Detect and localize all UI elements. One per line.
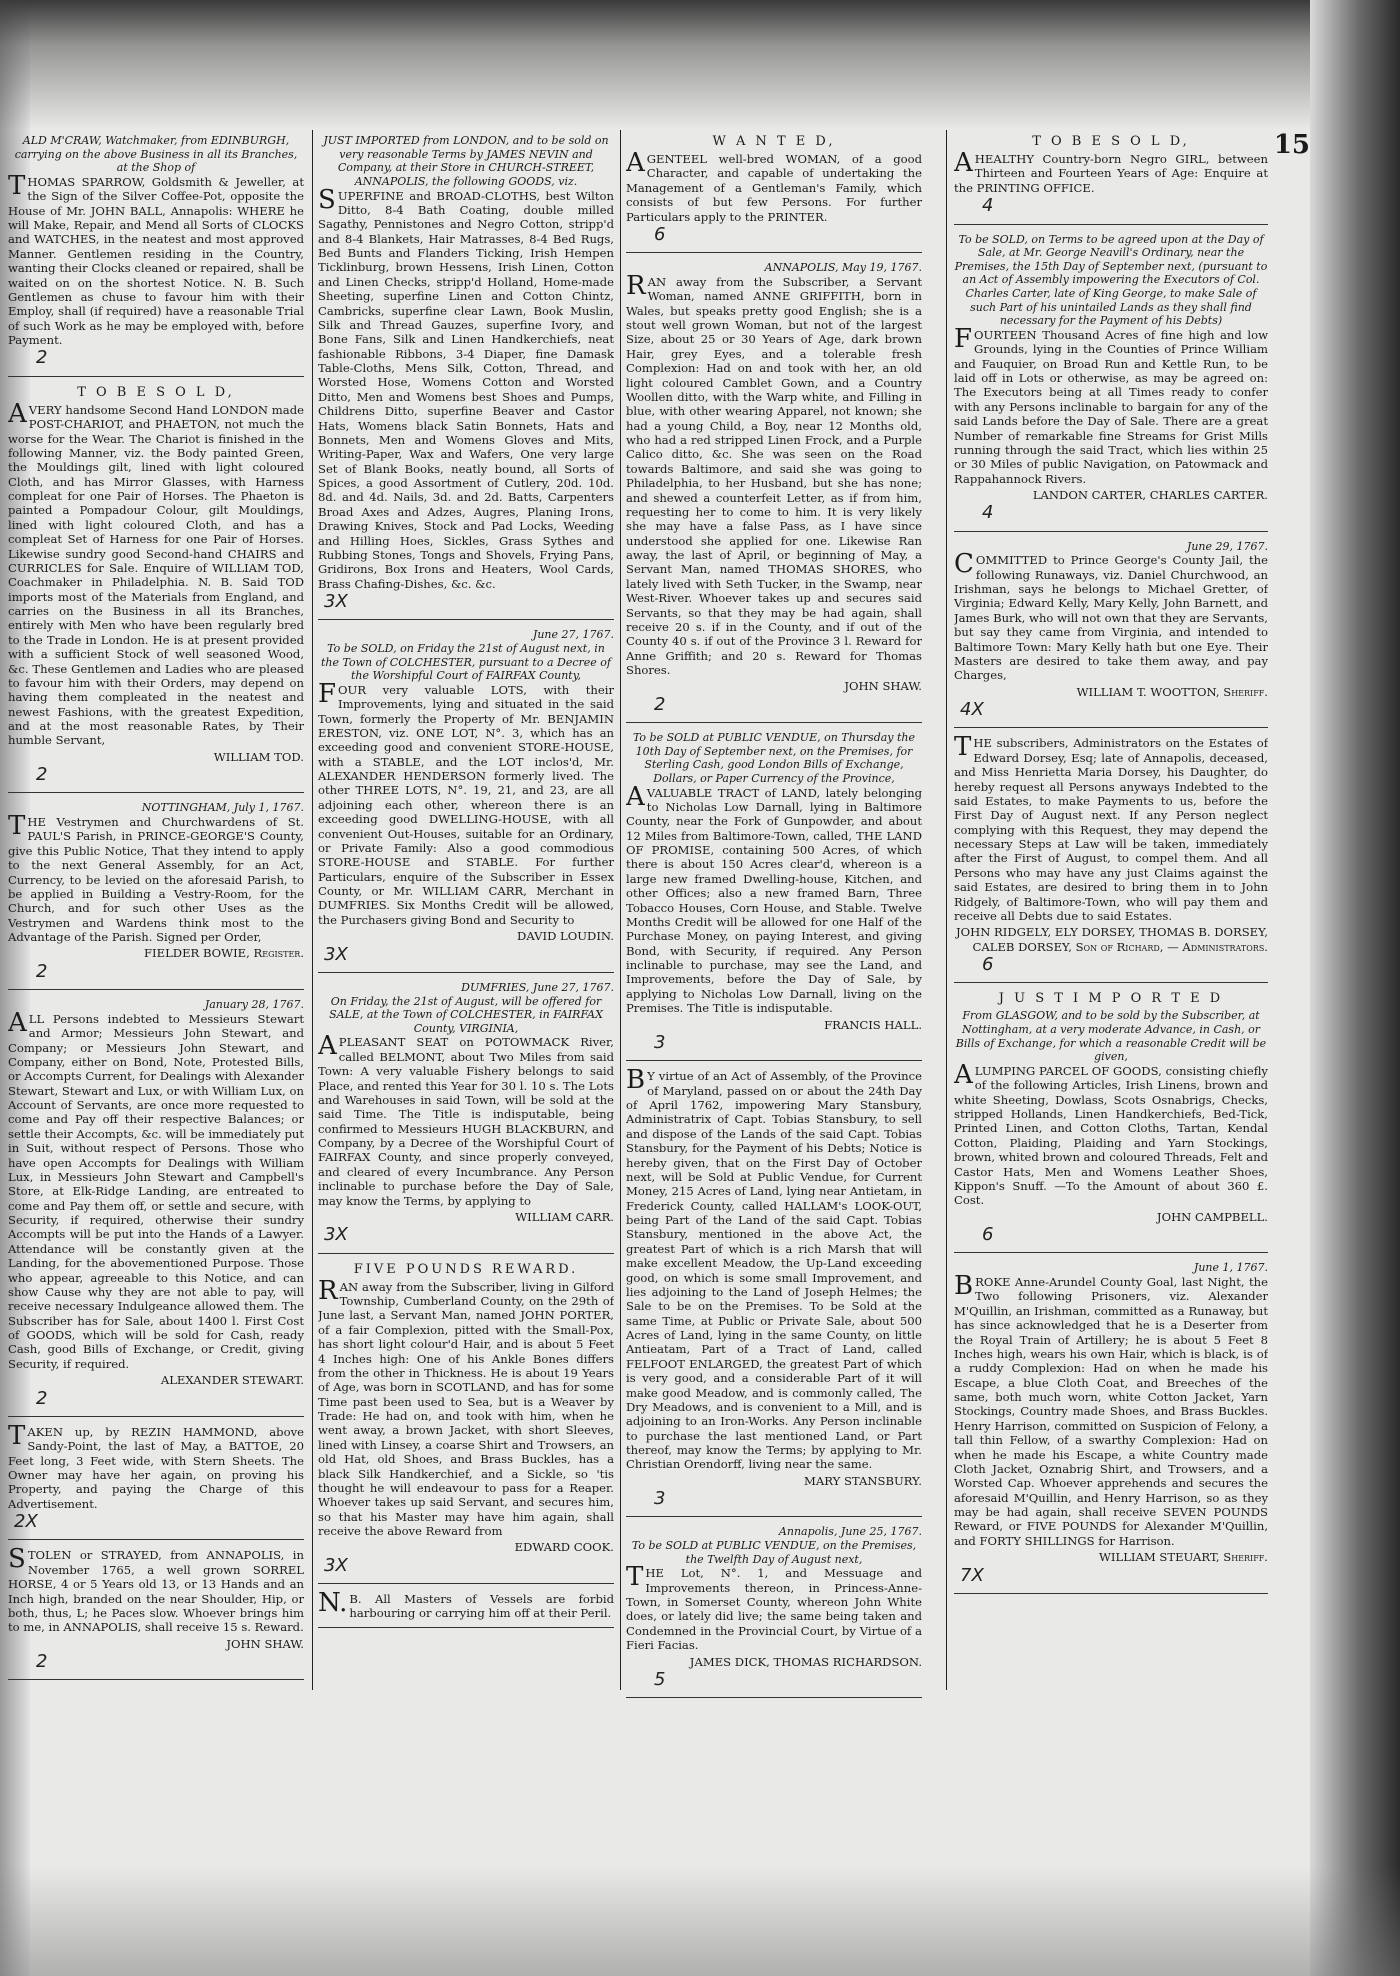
- advertisement: [626, 257, 922, 723]
- handwritten-mark: 2: [36, 1387, 48, 1409]
- ad-signature: WILLIAM CARR.: [515, 1209, 614, 1224]
- ad-intro: On Friday, the 21st of August, will be offered for SALE, at the Town of COLCHESTER, in FAIRFAX County, VIRGINIA,: [329, 994, 603, 1035]
- advertisement: [8, 797, 304, 990]
- ad-signature: WILLIAM TOD.: [213, 749, 304, 764]
- ad-body: TAKEN up, by REZIN HAMMOND, above Sandy-Point, the last of May, a BATTOE, 20 Feet long, 3 Feet wide, with Stern Sheets. The Owner may have her again, on proving his Property, and paying the Charge of this Advertisement.: [8, 1420, 304, 1511]
- handwritten-mark: 3: [654, 1031, 666, 1053]
- ad-signature: LANDON CARTER, CHARLES CARTER.: [1032, 488, 1268, 503]
- ad-signature: JAMES DICK, THOMAS RICHARDSON.: [689, 1654, 922, 1669]
- handwritten-mark: 2X: [14, 1511, 38, 1533]
- handwritten-mark: 3X: [324, 1554, 348, 1576]
- advertisement: [8, 994, 304, 1417]
- handwritten-mark: 2: [36, 764, 48, 786]
- ad-signature: JOHN SHAW.: [844, 679, 922, 694]
- ad-body: ALL Persons indebted to Messieurs Stewart and Armor; Messieurs John Stewart, and Company; or Messieurs John Stewart, and Company, either on Bond, Note, Protested Bills, or Accompts Current, for Dealings with Alexander Stewart, Stewart and Lux, or with William Lux, on Account of Servants, are once more requested to come and Pay off their respective Balances; or settle their Accompts, &c. will be immediately put in Suit, without respect of Persons. Those who have open Accompts for Dealings with William Lux, in Messieurs John Stewart and Campbell's Store, at Elk-Ridge Landing, are entreated to come and Pay them off, or settle and secure, with Security, if required, otherwise their sundry Accompts will be put into the Hands of a Lawyer. Attendance will be constantly given at the Landing, for the abovementioned Purpose. Those who appear, agreeable to this Notice, and can show Cause why they are not able to pay, will receive necessary Indulgeance allowed them. The Subscriber has for Sale, about 1400 l. First Cost of GOODS, which will be sold for Cash, ready Cash, good Bills of Exchange, or Credit, giving Security, if required.: [8, 1007, 304, 1371]
- ad-dateline: June 1, 1767.: [1193, 1261, 1268, 1275]
- ad-body: BY virtue of an Act of Assembly, of the Province of Maryland, passed on or about the 24th Day of April 1762, impowering Mary Stansbury, Administratrix of Capt. Tobias Stansbury, to sell and dispose of the Lands of the said Capt. Tobias Stansbury, for the Payment of his Debts; Notice is hereby given, that on the First Day of October next, will be Sold at Public Vendue, for Current Money, 215 Acres of Land, lying near Antietam, in Frederick County, called HALLAM's LOOK-OUT, being Part of the Land of the said Capt. Tobias Stansbury, mentioned in the above Act, the greatest Part of which is a rich Marsh that will make excellent Meadow, the Up-Land exceeding good, on which is some small Improvement, and lies adjoining to the Land of Joseph Helmes; the Sale to be on the Premises. To be Sold at the same Time, at Public or Private Sale, about 500 Acres of Land, lying in the same County, on little Antieatam, Part of a Tract of Land, called FELFOOT ENLARGED, the greatest Part of which is very good, and a considerable Part of it will make good Meadow, and is commonly called, The Dry Meadows, and is convenient to a Mill, and is adjoining to an Iron-Works. Any Person inclinable to purchase the last mentioned Land, or Part thereof, may know the Terms; by applying to Mr. Christian Orendorff, living near the same.: [626, 1065, 922, 1472]
- advertisement: [8, 1421, 304, 1541]
- ad-body: BROKE Anne-Arundel County Goal, last Night, the Two following Prisoners, viz. Alexander M'Quillin, an Irishman, committed as a Runaway, but has since acknowledged that he is a Deserter from the Royal Train of Artillery; he is about 5 Feet 8 Inches high, wears his own Hair, which is black, is of a ruddy Complexion: Had on when he made his Escape, a blue Cloth Coat, and Breeches of the same, both much worn, white Cotton Jacket, Yarn Stockings, Country made Shoes, and Brass Buckles. Henry Harrison, committed on Suspicion of Felony, a tall thin Fellow, of a swarthy Complexion: Had on when he made his Escape, a white Country made Cloth Jacket, Oznabrig Shirt, and Trowsers, and a Worsted Cap. Whoever apprehends and secures the aforesaid M'Quillin, and Henry Harrison, so as they may be had again, shall receive SEVEN POUNDS Reward, or FIVE POUNDS for Alexander M'Quillin, and FORTY SHILLINGS for Harrison.: [954, 1271, 1268, 1548]
- handwritten-mark: 6: [982, 954, 994, 976]
- ad-intro: To be SOLD at PUBLIC VENDUE, on Thursday the 10th Day of September next, on the Premises, for Sterling Cash, good London Bills of Exchange, Dollars, or Paper Currency of the Province,: [632, 731, 916, 785]
- ad-signature: WILLIAM T. WOOTTON, Sheriff.: [1076, 684, 1268, 699]
- ad-intro: To be SOLD, on Friday the 21st of August next, in the Town of COLCHESTER, pursuant to a Decree of the Worshipful Court of FAIRFAX County,: [321, 641, 611, 683]
- column-2: [318, 130, 614, 1910]
- handwritten-mark: 6: [982, 1224, 994, 1246]
- advertisement: [8, 130, 304, 377]
- ad-dateline: DUMFRIES, June 27, 1767.: [461, 980, 614, 994]
- column-rule: [946, 130, 947, 1690]
- ad-signature: FIELDER BOWIE, Register.: [143, 946, 304, 961]
- handwritten-mark: 3: [654, 1488, 666, 1510]
- ad-body: RAN away from the Subscriber, a Servant Woman, named ANNE GRIFFITH, born in Wales, but speaks pretty good English; she is a stout well grown Woman, but not of the largest Size, about 25 or 30 Years of Age, dark brown Hair, grey Eyes, and a tolerable fresh Complexion: Had on and took with her, an old light coloured Camblet Gown, and a Country Woollen ditto, with the Warp white, and Filling in blue, with other wearing Apparel, not known; she had a young Child, a Boy, near 12 Months old, who had a red stripped Linen Frock, and a Purple Calico ditto, &c. She was seen on the Road towards Baltimore, and said she was going to Philadelphia, to her Husband, but she has none; and shewed a counterfeit Letter, as if from him, requesting her to come to him. It is very likely she may have a false Pass, as I have since understood she applied for one. Likewise Ran away, the last of April, or beginning of May, a Servant Man, named THOMAS SHORES, who lately lived with Seth Tucker, in the Swamp, near West-River. Whoever takes up and secures said Servants, so that they may be had again, shall receive 20 s. if in the County, and if out of the County 40 s. if out of the Province 3 l. Reward for Anne Griffith; and 20 s. Reward for Thomas Shores.: [626, 270, 922, 678]
- ad-body: AGENTEEL well-bred WOMAN, of a good Character, and capable of undertaking the Management of a Gentleman's Family, which consists of but few Persons. For further Particulars apply to the PRINTER.: [626, 148, 922, 224]
- advertisement: [626, 1521, 922, 1698]
- ad-dateline: June 27, 1767.: [532, 628, 614, 642]
- ad-body: N.B. All Masters of Vessels are forbid harbouring or carrying him off at their Peril.: [318, 1588, 614, 1621]
- ad-body: FOUR very valuable LOTS, with their Improvements, lying and situated in the said Town, formerly the Property of Mr. BENJAMIN ERESTON, viz. ONE LOT, N°. 3, which has an exceeding good and convenient STORE-HOUSE, with a STABLE, and the LOT inclos'd, Mr. ALEXANDER HENDERSON formerly lived. The other THREE LOTS, N°. 19, 21, and 23, are all adjoining each other, whereon there is an exceeding good DWELLING-HOUSE, with all convenient Out-Houses, suitable for an Ordinary, or Private Family: Also a good commodious STORE-HOUSE and STABLE. For further Particulars, enquire of the Subscriber in Essex County, or Mr. WILLIAM CARR, Merchant in DUMFRIES. Six Months Credit will be allowed, the Purchasers giving Bond and Security to: [318, 678, 614, 927]
- ad-body: ALUMPING PARCEL OF GOODS, consisting chiefly of the following Articles, Irish Linens, brown and white Sheeting, Dowlass, Scots Osnabrigs, Checks, stripped Hollands, Linen Handkerchiefs, Bed-Tick, Printed Linen, and Cotton Cloths, Tartan, Kendal Cotton, Plaiding, Plaiding and Yarn Stockings, brown, whited brown and coloured Threads, Felt and Castor Hats, Men and Womens Leather Shoes, Kippon's Snuff. —To the Amount of about 360 £. Cost.: [954, 1059, 1268, 1208]
- ad-heading: W A N T E D,: [712, 134, 836, 149]
- ad-signature: MARY STANSBURY.: [804, 1473, 922, 1488]
- advertisement: [318, 624, 614, 973]
- ad-body: THE Vestrymen and Churchwardens of St. PAUL'S Parish, in PRINCE-GEORGE'S County, give this Public Notice, That they intend to apply to the next General Assembly, for an Act, Currency, to be levied on the aforesaid Parish, to be applied in Building a Vestry-Room, for the Church, and for such other Uses as the Vestrymen and Wardens think most to the Advantage of the Parish. Signed per Order,: [8, 811, 304, 945]
- ad-heading: T O B E S O L D,: [77, 384, 235, 400]
- advertisement: [954, 732, 1268, 983]
- advertisement: [954, 987, 1268, 1253]
- ad-intro: From GLASGOW, and to be sold by the Subscriber, at Nottingham, at a very moderate Advance, in Cash, or Bills of Exchange, for which a reasonable Credit will be given,: [955, 1009, 1267, 1064]
- handwritten-mark: 4: [982, 502, 994, 524]
- ad-signature: DAVID LOUDIN.: [517, 929, 614, 944]
- handwritten-mark: 2: [36, 1651, 48, 1673]
- handwritten-mark: 4X: [960, 699, 984, 721]
- advertisement: [626, 130, 922, 253]
- ad-body: FOURTEEN Thousand Acres of fine high and low Grounds, lying in the Counties of Prince William and Fauquier, on Broad Run and Kettle Run, to be laid off in Lots or otherwise, as may be agreed on: The Executors being at all Times ready to confer with any Persons inclinable to bargain for any of the said Lands before the Day of Sale. There are a great Number of remarkable fine Streams for Grist Mills running through the said Tract, which lies within 25 or 30 Miles of public Navigation, on Patowmack and Rappahannock Rivers.: [954, 323, 1268, 486]
- handwritten-mark: 2: [36, 960, 48, 982]
- handwritten-mark: 4: [982, 195, 994, 217]
- ad-intro: To be SOLD at PUBLIC VENDUE, on the Premises, the Twelfth Day of August next,: [631, 1539, 917, 1566]
- ad-heading: T O B E S O L D,: [1032, 134, 1190, 149]
- handwritten-mark: 3X: [324, 591, 348, 612]
- ad-heading: FIVE POUNDS REWARD.: [353, 1261, 579, 1277]
- ad-body: RAN away from the Subscriber, living in Gilford Township, Cumberland County, on the 29th of June last, a Servant Man, named JOHN PORTER, of a fair Complexion, pitted with the Small-Pox, has short light colour'd Hair, and is about 5 Feet 4 Inches high: One of his Ankle Bones differs from the other in Thickness. He is about 19 Years of Age, was born in SCOTLAND, and has for some Time past been used to Sea, but is a Weaver by Trade: He had on, and took with him, when he went away, a brown Jacket, with short Sleeves, lined with Linsey, a coarse Shirt and Trowsers, an old Hat, old Shoes, and Brass Buckles, has a black Silk Handkerchief, and a Sickle, so 'tis thought he will endeavour to pass for a Reaper. Whoever takes up said Servant, and secures him, so that his Master may have him again, shall receive the above Reward from: [318, 1275, 614, 1539]
- column-rule: [620, 130, 621, 1690]
- handwritten-mark: 2: [36, 347, 48, 369]
- advertisement: [8, 1544, 304, 1680]
- advertisement: [318, 977, 614, 1254]
- advertisement: [318, 130, 614, 620]
- column-1: [8, 130, 304, 1910]
- page-number: 15: [1273, 130, 1310, 160]
- ad-body: THOMAS SPARROW, Goldsmith & Jeweller, at the Sign of the Silver Coffee-Pot, opposite the House of Mr. JOHN BALL, Annapolis: WHERE he will Make, Repair, and Mend all Sorts of CLOCKS and WATCHES, in the neatest and most approved Manner. Gentlemen residing in the Country, wanting their Clocks cleaned or repaired, shall be waited on on the shortest Notice. N. B. Such Gentlemen as chuse to favour him with their Employ, shall (if required) have a reasonable Trial of such Work as he may be employed with, before Payment.: [8, 170, 304, 347]
- advertisement: [954, 229, 1268, 532]
- book-edge: [1310, 0, 1400, 1976]
- ad-signature: FRANCIS HALL.: [824, 1017, 922, 1032]
- ad-body: AVERY handsome Second Hand LONDON made POST-CHARIOT, and PHAETON, not much the worse for the Wear. The Chariot is finished in the following Manner, viz. the Body painted Green, the Mouldings gilt, lined with light coloured Cloth, and has Mirror Glasses, with Harness compleat for one Pair of Horses. The Phaeton is painted a Pompadour Colour, gilt Mouldings, lined with light coloured Cloth, and has a compleat Set of Harness for one Pair of Horses. Likewise sundry good Second-hand CHAIRS and CURRICLES for Sale. Enquire of WILLIAM TOD, Coachmaker in Philadelphia. N. B. Said TOD imports most of the Materials from England, and carries on the Business in all its Branches, entirely with Men who have been regularly bred to the Trade in London. He is at present provided with a sufficient Stock of well seasoned Wood, &c. These Gentlemen and Ladies who are pleased to favour him with their Orders, may depend on having them compleated in the neatest and newest Fashions, with the greatest Expedition, and at the most reasonable Rates, by Their humble Servant,: [8, 398, 304, 748]
- ad-intro: ALD M'CRAW, Watchmaker, from EDINBURGH, carrying on the above Business in all its Branches, at the Shop of: [14, 134, 298, 175]
- newspaper-page: [0, 110, 1320, 1870]
- advertisement: [318, 1258, 614, 1585]
- advertisement: [954, 536, 1268, 729]
- ad-body: APLEASANT SEAT on POTOWMACK River, called BELMONT, about Two Miles from said Town: A very valuable Fishery belongs to said Place, and rented this Year for 30 l. 10 s. The Lots and Warehouses in said Town, will be sold at the said Time. The Title is indisputable, being confirmed to Messieurs HUGH BLACKBURN, and Company, by a Decree of the Worshipful Court of FAIRFAX County, and since properly conveyed, and cleared of every Incumbrance. Any Person inclinable to purchase before the Day of Sale, may know the Terms, by applying to: [318, 1031, 614, 1208]
- ad-dateline: June 29, 1767.: [1186, 539, 1268, 553]
- ad-body: COMMITTED to Prince George's County Jail, the following Runaways, viz. Daniel Churchwood, an Irishman, says he belongs to Michael Gretter, of Virginia; Edward Kelly, Mary Kelly, John Barnett, and James Burk, who will not own that they are Servants, but say they came from Virginia, and intended to Baltimore Town: Mary Kelly hath but one Eye. Their Masters are desired to take them away, and pay Charges,: [954, 549, 1268, 683]
- handwritten-mark: 3X: [324, 1224, 348, 1246]
- column-3: [626, 130, 922, 1910]
- handwritten-mark: 5: [654, 1668, 666, 1690]
- advertisement: [954, 130, 1268, 225]
- ad-body: AVALUABLE TRACT of LAND, lately belonging to Nicholas Low Darnall, lying in Baltimore County, near the Fork of Gunpowder, and about 12 Miles from Baltimore-Town, called, THE LAND OF PROMISE, containing 500 Acres, of which there is about 150 Acres clear'd, whereon is a large new framed Dwelling-house, Kitchen, and other Offices; also a new framed Barn, Three Tobacco Houses, Corn House, and Stable. Twelve Months Credit will be allowed for one Half of the Purchase Money, on paying Interest, and giving Bond, with Security, if required. Any Person inclinable to purchase, may see the Land, and Improvements, before the Day of Sale, by applying to Nicholas Low Darnall, living on the Premises. The Title is indisputable.: [626, 781, 922, 1016]
- ad-body: AHEALTHY Country-born Negro GIRL, between Thirteen and Fourteen Years of Age: Enquire at the PRINTING OFFICE.: [954, 148, 1268, 195]
- ad-body: THE subscribers, Administrators on the Estates of Edward Dorsey, Esq; late of Annapolis, deceased, and Miss Henrietta Maria Dorsey, his Daughter, do hereby request all Persons anyways Indebted to the said Estates, to make Payments to us, before the First Day of August next. If any Person neglect complying with this Request, they may depend the necessary Steps at Law will be taken, immediately after the First of August, to compel them. And all Persons who may have any just Claims against the said Estates, are desired to bring them in to John Ridgely, of Baltimore-Town, who will pay them and receive all Debts due to said Estates.: [954, 732, 1268, 923]
- ad-dateline: ANNAPOLIS, May 19, 1767.: [764, 261, 922, 275]
- ad-signature: JOHN CAMPBELL.: [1156, 1209, 1268, 1224]
- advertisement: [8, 381, 304, 794]
- column-rule: [312, 130, 313, 1690]
- ad-body: THE Lot, N°. 1, and Messuage and Improvements thereon, in Princess-Anne-Town, in Somerset County, whereon John White does, or lately did live; the same being taken and Condemned in the Provincial Court, by Virtue of a Fieri Facias.: [626, 1562, 922, 1653]
- advertisement: [626, 727, 922, 1061]
- advertisement: [954, 1257, 1268, 1593]
- ad-body: STOLEN or STRAYED, from ANNAPOLIS, in November 1765, a well grown SORREL HORSE, 4 or 5 Years old 13, or 13 Hands and an Inch high, branded on the near Shoulder, Hip, or both, thus, L; he Paces slow. Whoever brings him to me, in ANNAPOLIS, shall receive 15 s. Reward.: [8, 1544, 304, 1635]
- handwritten-mark: 6: [654, 223, 666, 245]
- advertisement: [318, 1588, 614, 1628]
- handwritten-mark: 2: [654, 693, 666, 715]
- handwritten-mark: 3X: [324, 943, 348, 965]
- ad-dateline: Annapolis, June 25, 1767.: [778, 1525, 922, 1539]
- ad-signature: JOHN RIDGELY, ELY DORSEY, THOMAS B. DORSEY, CALEB DORSEY, Son of Richard, — Administrators.: [955, 925, 1268, 954]
- handwritten-mark: 7X: [960, 1564, 984, 1586]
- ad-intro: JUST IMPORTED from LONDON, and to be sold on very reasonable Terms by JAMES NEVIN and Company, at their Store in CHURCH-STREET, ANNAPOLIS, the following GOODS, viz.: [323, 134, 609, 188]
- ad-body: SUPERFINE and BROAD-CLOTHS, best Wilton Ditto, 8-4 Bath Coating, double milled Sagathy, Pennistones and Negro Cotton, stripp'd and 8-4 Blankets, Hair Matrasses, 8-4 Bed Rugs, Bed Bunts and Flanders Ticking, Irish Hempen Ticklinburg, brown Hessens, Irish Linen, Cotton and Linen Checks, stripp'd Holland, Home-made Sheeting, superfine Linen and Cotton Chintz, Cambricks, superfine clear Lawn, Book Muslin, Silk and Thread Gauzes, superfine Ivory, and Bone Fans, Silk and Linen Handkerchiefs, neat fashionable Ribbons, 3-4 Diaper, fine Damask Table-Cloths, Mens Silk, Cotton, Thread, and Worsted Hose, Womens Cotton and Worsted Ditto, Men and Womens best Shoes and Pumps, Childrens Ditto, superfine Beaver and Castor Hats, Womens black Satin Bonnets, Hats and Bonnets, Men and Womens Gloves and Mits, Writing-Paper, Wax and Wafers, One very large Set of Blank Books, neatly bound, all Sorts of Spices, a good Assortment of Cutlery, 20d. 10d. 8d. and 4d. Nails, 3d. and 2d. Batts, Carpenters Broad Axes and Adzes, Augres, Planing Irons, Drawing Knives, Stock and Pad Locks, Weeding and Hilling Hoes, Sickles, Grass Sythes and Rubbing Stones, Tongs and Shovels, Frying Pans, Gridirons, Box Irons and Heaters, Wool Cards, Brass Chafing-Dishes, &c. &c.: [318, 184, 614, 591]
- advertisement: [626, 1065, 922, 1517]
- ad-signature: JOHN SHAW.: [226, 1636, 304, 1651]
- ad-dateline: NOTTINGHAM, July 1, 1767.: [141, 801, 304, 815]
- ad-dateline: January 28, 1767.: [204, 998, 304, 1012]
- ad-signature: WILLIAM STEUART, Sheriff.: [1099, 1550, 1268, 1565]
- ad-signature: EDWARD COOK.: [514, 1540, 614, 1555]
- ad-heading: J U S T I M P O R T E D: [998, 991, 1224, 1007]
- ad-signature: ALEXANDER STEWART.: [160, 1373, 304, 1388]
- column-4: [954, 130, 1268, 1910]
- ad-intro: To be SOLD, on Terms to be agreed upon at the Day of Sale, at Mr. George Neavill's Ordinary, near the Premises, the 15th Day of September next, (pursuant to an Act of Assembly impowering the Executors of Col. Charles Carter, late of King George, to make Sale of such Part of his unintailed Lands as they shall find necessary for the Payment of his Debts): [954, 232, 1268, 328]
